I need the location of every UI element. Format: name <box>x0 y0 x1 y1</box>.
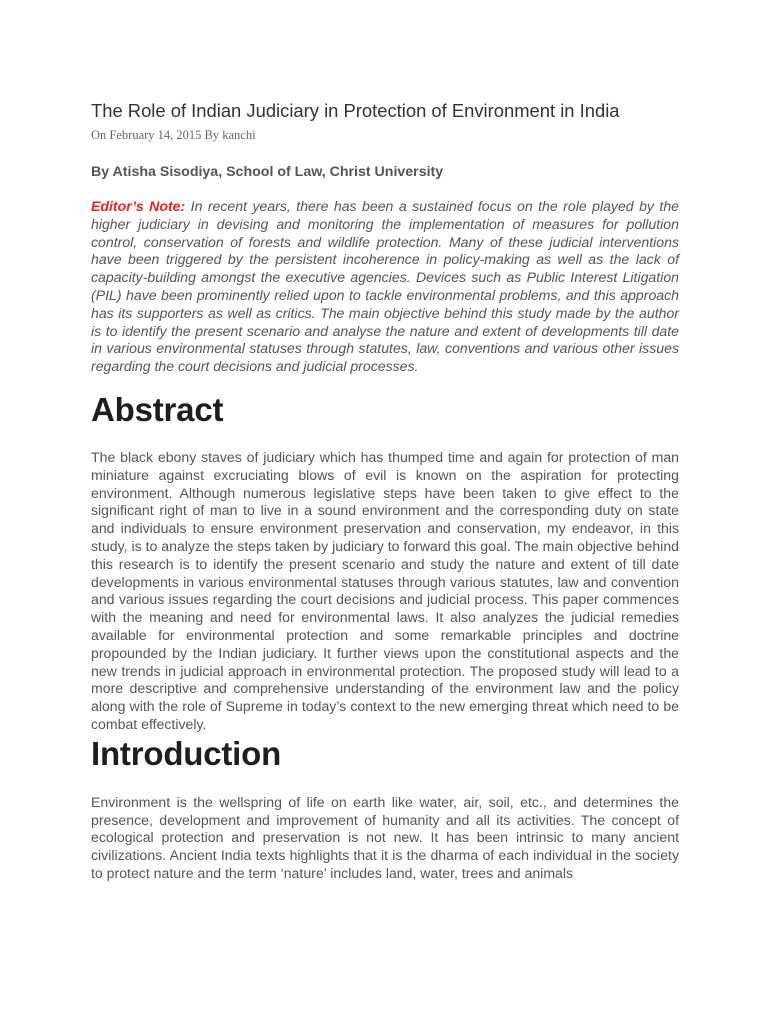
editors-note-label: Editor’s Note: <box>91 198 186 214</box>
article-byline: By Atisha Sisodiya, School of Law, Christ University <box>91 164 444 180</box>
introduction-body: Environment is the wellspring of life on earth like water, air, soil, etc., and determines the presence, development and improvement of humanity and all its activities. The concept of ecological protection and preservation is not new. It has been intrinsic to many ancient civilizations. Ancient India texts highlights that it is the dharma of each individual in the society to protect nature and the term ‘nature’ includes land, water, trees and animals <box>91 793 679 881</box>
article-title: The Role of Indian Judiciary in Protection of Environment in India <box>91 100 620 121</box>
editors-note-text: In recent years, there has been a sustained focus on the role played by the higher judiciary in devising and monitoring the implementation of measures for pollution control, conservation of forests and wildlife protection. Many of these judicial interventions have been triggered by the persistent incoherence in policy-making as well as the lack of capacity-building amongst the executive agencies. Devices such as Public Interest Litigation (PIL) have been prominently relied upon to tackle environmental problems, and this approach has its supporters as well as critics. The main objective behind this study made by the author is to identify the present scenario and analyse the nature and extent of developments till date in various environmental statuses through statutes, law, conventions and various other issues regarding the court decisions and judicial processes. <box>91 198 680 375</box>
abstract-body: The black ebony staves of judiciary which has thumped time and again for protection of man miniature against excruciating blows of evil is known on the aspiration for protecting environment. Although numerous legislative steps have been taken to give effect to the significant right of man to live in a sound environment and the corresponding duty on state and individuals to ensure environment preservation and conservation, my endeavor, in this study, is to analyze the steps taken by judiciary to forward this goal. The main objective behind this research is to identify the present scenario and study the nature and extent of till date developments in various environmental statuses through various statutes, law and convention and various issues regarding the court decisions and judicial process. This paper commences with the meaning and need for environmental laws. It also analyzes the judicial remedies available for environmental protection and some remarkable principles and doctrine propounded by the Indian judiciary. It further views upon the constitutional aspects and the new trends in judicial approach in environmental protection. The proposed study will lead to a more descriptive and comprehensive understanding of the environment law and the policy along with the role of Supreme in today’s context to the new emerging threat which need to be combat effectively. <box>91 449 679 733</box>
abstract-heading: Abstract <box>91 391 224 429</box>
introduction-heading: Introduction <box>91 734 282 772</box>
editors-note <box>91 198 679 376</box>
article-meta: On February 14, 2015 By kanchi <box>91 128 256 142</box>
